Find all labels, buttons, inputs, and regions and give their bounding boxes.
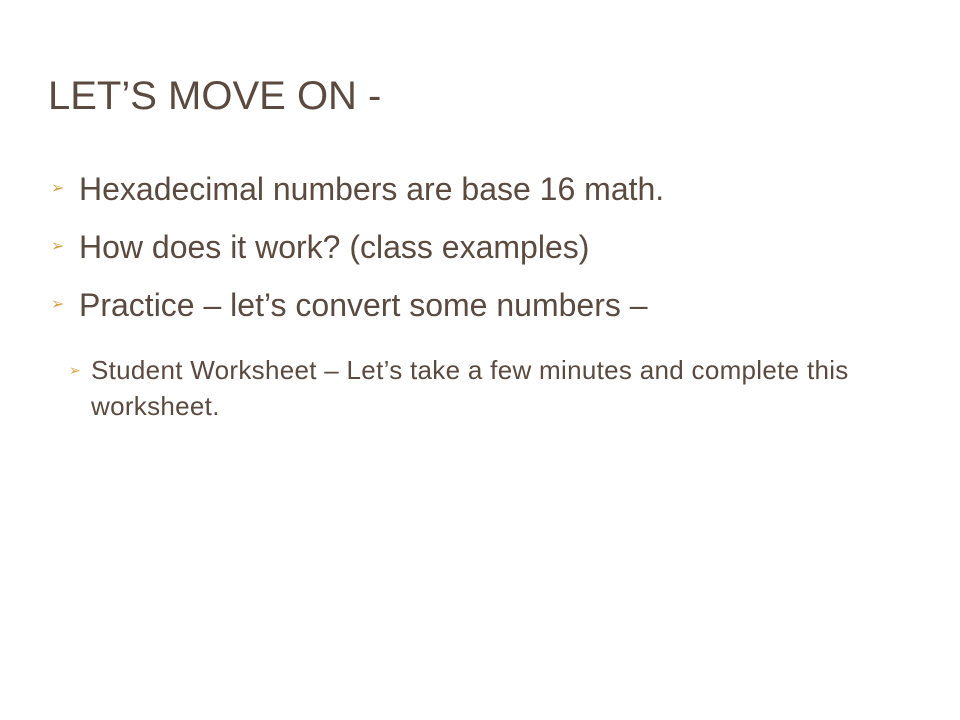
sub-bullet-list bbox=[69, 352, 889, 424]
arrow-sub-bullet-icon: ➢ bbox=[69, 362, 82, 378]
sub-bullet-item bbox=[69, 352, 889, 424]
arrow-bullet-icon: ➢ bbox=[51, 296, 65, 313]
bullet-list bbox=[48, 170, 928, 344]
arrow-bullet-icon: ➢ bbox=[51, 238, 65, 255]
arrow-bullet-icon: ➢ bbox=[51, 180, 65, 197]
bullet-text: How does it work? (class examples) bbox=[79, 229, 590, 265]
bullet-text: Practice – let’s convert some numbers – bbox=[79, 287, 648, 323]
bullet-item bbox=[48, 286, 928, 324]
bullet-item bbox=[48, 228, 928, 266]
bullet-item bbox=[48, 170, 928, 208]
bullet-text: Hexadecimal numbers are base 16 math. bbox=[79, 171, 665, 207]
sub-bullet-text: Student Worksheet – Let’s take a few minutes and complete this worksheet. bbox=[91, 355, 849, 421]
slide-title: LET’S MOVE ON - bbox=[48, 74, 382, 118]
